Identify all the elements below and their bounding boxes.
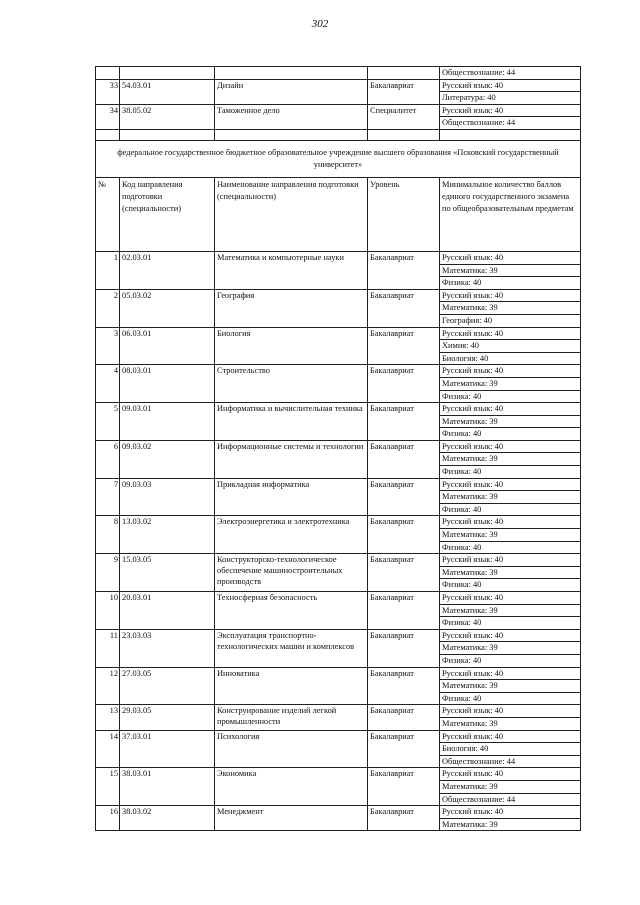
program-name: Дизайн bbox=[215, 79, 368, 104]
subject-min-score: Русский язык: 40 bbox=[440, 806, 581, 819]
table-row bbox=[96, 629, 581, 642]
program-code: 38.03.02 bbox=[120, 806, 215, 831]
organization-section bbox=[96, 129, 581, 251]
table-row bbox=[96, 554, 581, 567]
header-min-score: Минимальное количество баллов единого государственного экзамена по общеобразовательным предметам bbox=[440, 177, 581, 251]
row-number: 11 bbox=[96, 629, 120, 667]
program-level: Бакалавриат bbox=[368, 478, 440, 516]
program-name: Прикладная информатика bbox=[215, 478, 368, 516]
program-name: Экономика bbox=[215, 768, 368, 806]
subject-min-score: Физика: 40 bbox=[440, 466, 581, 479]
table-row bbox=[96, 768, 581, 781]
table-row bbox=[96, 67, 581, 80]
program-level: Бакалавриат bbox=[368, 289, 440, 327]
subject-min-score: Русский язык: 40 bbox=[440, 104, 581, 117]
program-level: Бакалавриат bbox=[368, 705, 440, 730]
program-level: Бакалавриат bbox=[368, 667, 440, 705]
table-row bbox=[96, 806, 581, 819]
subject-min-score: Математика: 39 bbox=[440, 377, 581, 390]
subject-min-score: Физика: 40 bbox=[440, 277, 581, 290]
program-level: Бакалавриат bbox=[368, 516, 440, 554]
table-row bbox=[96, 79, 581, 92]
subject-min-score: Обществознание: 44 bbox=[440, 67, 581, 80]
row-number: 7 bbox=[96, 478, 120, 516]
subject-min-score: Физика: 40 bbox=[440, 541, 581, 554]
subject-min-score: Русский язык: 40 bbox=[440, 327, 581, 340]
table-row bbox=[96, 478, 581, 491]
subject-min-score: Русский язык: 40 bbox=[440, 705, 581, 718]
program-name: Конструирование изделий легкой промышленности bbox=[215, 705, 368, 730]
subject-min-score: Русский язык: 40 bbox=[440, 79, 581, 92]
top-continuation-rows bbox=[96, 67, 581, 130]
program-level: Бакалавриат bbox=[368, 806, 440, 831]
program-code bbox=[120, 67, 215, 80]
row-number: 5 bbox=[96, 403, 120, 441]
header-row bbox=[96, 177, 581, 251]
table-row bbox=[96, 365, 581, 378]
row-number: 33 bbox=[96, 79, 120, 104]
subject-min-score: Физика: 40 bbox=[440, 654, 581, 667]
subject-min-score: Математика: 39 bbox=[440, 818, 581, 831]
program-level: Бакалавриат bbox=[368, 629, 440, 667]
program-level: Бакалавриат bbox=[368, 327, 440, 365]
subject-min-score: Биология: 40 bbox=[440, 743, 581, 756]
subject-min-score: Математика: 39 bbox=[440, 604, 581, 617]
subject-min-score: Русский язык: 40 bbox=[440, 478, 581, 491]
program-name: Конструкторско-технологическое обеспечение машиностроительных производств bbox=[215, 554, 368, 592]
program-code: 38.05.02 bbox=[120, 104, 215, 129]
program-name: Биология bbox=[215, 327, 368, 365]
subject-min-score: Математика: 39 bbox=[440, 415, 581, 428]
subject-min-score: Русский язык: 40 bbox=[440, 554, 581, 567]
subject-min-score: Обществознание: 44 bbox=[440, 793, 581, 806]
row-number: 8 bbox=[96, 516, 120, 554]
header-level: Уровень bbox=[368, 177, 440, 251]
program-name: Информатика и вычислительная техника bbox=[215, 403, 368, 441]
subject-min-score: Математика: 39 bbox=[440, 566, 581, 579]
table-row bbox=[96, 327, 581, 340]
subject-min-score: Обществознание: 44 bbox=[440, 755, 581, 768]
subject-min-score: Математика: 39 bbox=[440, 491, 581, 504]
program-code: 54.03.01 bbox=[120, 79, 215, 104]
table-row bbox=[96, 730, 581, 743]
subject-min-score: Математика: 39 bbox=[440, 680, 581, 693]
subject-min-score: Математика: 39 bbox=[440, 453, 581, 466]
table-row bbox=[96, 705, 581, 718]
row-number: 6 bbox=[96, 440, 120, 478]
row-number: 4 bbox=[96, 365, 120, 403]
subject-min-score: Математика: 39 bbox=[440, 529, 581, 542]
program-code: 06.03.01 bbox=[120, 327, 215, 365]
subject-min-score: Физика: 40 bbox=[440, 428, 581, 441]
subject-min-score: Физика: 40 bbox=[440, 503, 581, 516]
row-number: 9 bbox=[96, 554, 120, 592]
program-name bbox=[215, 67, 368, 80]
header-name: Наименование направления подготовки (специальности) bbox=[215, 177, 368, 251]
subject-min-score: Химия: 40 bbox=[440, 340, 581, 353]
program-code: 37.03.01 bbox=[120, 730, 215, 768]
program-code: 23.03.03 bbox=[120, 629, 215, 667]
program-code: 15.03.05 bbox=[120, 554, 215, 592]
row-number: 2 bbox=[96, 289, 120, 327]
program-name: Техносферная безопасность bbox=[215, 592, 368, 630]
subject-min-score: Русский язык: 40 bbox=[440, 730, 581, 743]
program-name: Электроэнергетика и электротехника bbox=[215, 516, 368, 554]
admission-scores-table bbox=[95, 66, 581, 831]
program-level: Бакалавриат bbox=[368, 79, 440, 104]
spacer-row bbox=[96, 129, 581, 140]
program-code: 08.03.01 bbox=[120, 365, 215, 403]
subject-min-score: Физика: 40 bbox=[440, 692, 581, 705]
table-row bbox=[96, 667, 581, 680]
row-number: 15 bbox=[96, 768, 120, 806]
subject-min-score: Математика: 39 bbox=[440, 302, 581, 315]
subject-min-score: География: 40 bbox=[440, 314, 581, 327]
header-code: Код направления подготовки (специальности) bbox=[120, 177, 215, 251]
subject-min-score: Русский язык: 40 bbox=[440, 592, 581, 605]
subject-min-score: Русский язык: 40 bbox=[440, 629, 581, 642]
subject-min-score: Русский язык: 40 bbox=[440, 403, 581, 416]
subject-min-score: Физика: 40 bbox=[440, 579, 581, 592]
subject-min-score: Литература: 40 bbox=[440, 92, 581, 105]
row-number: 12 bbox=[96, 667, 120, 705]
program-code: 02.03.01 bbox=[120, 251, 215, 289]
subject-min-score: Физика: 40 bbox=[440, 617, 581, 630]
program-level: Бакалавриат bbox=[368, 730, 440, 768]
row-number: 3 bbox=[96, 327, 120, 365]
program-name: Инноватика bbox=[215, 667, 368, 705]
program-name: Информационные системы и технологии bbox=[215, 440, 368, 478]
program-code: 05.03.02 bbox=[120, 289, 215, 327]
program-level: Бакалавриат bbox=[368, 251, 440, 289]
program-code: 09.03.02 bbox=[120, 440, 215, 478]
program-level: Бакалавриат bbox=[368, 365, 440, 403]
program-code: 27.03.05 bbox=[120, 667, 215, 705]
table-row bbox=[96, 516, 581, 529]
subject-min-score: Русский язык: 40 bbox=[440, 516, 581, 529]
table-row bbox=[96, 104, 581, 117]
row-number: 13 bbox=[96, 705, 120, 730]
subject-min-score: Русский язык: 40 bbox=[440, 768, 581, 781]
program-level: Бакалавриат bbox=[368, 592, 440, 630]
row-number: 14 bbox=[96, 730, 120, 768]
program-code: 09.03.03 bbox=[120, 478, 215, 516]
row-number: 34 bbox=[96, 104, 120, 129]
program-name: Менеджмент bbox=[215, 806, 368, 831]
page-number: 302 bbox=[311, 18, 329, 30]
program-level: Специалитет bbox=[368, 104, 440, 129]
header-no: № bbox=[96, 177, 120, 251]
table-row bbox=[96, 289, 581, 302]
row-number bbox=[96, 67, 120, 80]
program-name: География bbox=[215, 289, 368, 327]
row-number: 16 bbox=[96, 806, 120, 831]
program-name: Математика и компьютерные науки bbox=[215, 251, 368, 289]
subject-min-score: Математика: 39 bbox=[440, 264, 581, 277]
table-row bbox=[96, 592, 581, 605]
subject-min-score: Математика: 39 bbox=[440, 780, 581, 793]
program-level: Бакалавриат bbox=[368, 554, 440, 592]
program-code: 38.03.01 bbox=[120, 768, 215, 806]
subject-min-score: Биология: 40 bbox=[440, 352, 581, 365]
program-name: Таможенное дело bbox=[215, 104, 368, 129]
program-level: Бакалавриат bbox=[368, 768, 440, 806]
program-code: 29.03.05 bbox=[120, 705, 215, 730]
table-row bbox=[96, 403, 581, 416]
program-name: Строительство bbox=[215, 365, 368, 403]
subject-min-score: Русский язык: 40 bbox=[440, 440, 581, 453]
program-level bbox=[368, 67, 440, 80]
program-level: Бакалавриат bbox=[368, 440, 440, 478]
table-row bbox=[96, 251, 581, 264]
subject-min-score: Русский язык: 40 bbox=[440, 289, 581, 302]
program-code: 20.03.01 bbox=[120, 592, 215, 630]
subject-min-score: Физика: 40 bbox=[440, 390, 581, 403]
subject-min-score: Обществознание: 44 bbox=[440, 117, 581, 130]
program-code: 09.03.01 bbox=[120, 403, 215, 441]
program-name: Эксплуатация транспортно-технологических машин и комплексов bbox=[215, 629, 368, 667]
program-code: 13.03.02 bbox=[120, 516, 215, 554]
program-name: Психология bbox=[215, 730, 368, 768]
program-rows bbox=[96, 251, 581, 830]
subject-min-score: Математика: 39 bbox=[440, 642, 581, 655]
subject-min-score: Русский язык: 40 bbox=[440, 251, 581, 264]
subject-min-score: Математика: 39 bbox=[440, 717, 581, 730]
row-number: 10 bbox=[96, 592, 120, 630]
program-level: Бакалавриат bbox=[368, 403, 440, 441]
subject-min-score: Русский язык: 40 bbox=[440, 365, 581, 378]
table-row bbox=[96, 440, 581, 453]
organization-row bbox=[96, 140, 581, 177]
organization-name: федеральное государственное бюджетное образовательное учреждение высшего образования «Псковский государственный университет» bbox=[96, 140, 581, 177]
row-number: 1 bbox=[96, 251, 120, 289]
subject-min-score: Русский язык: 40 bbox=[440, 667, 581, 680]
